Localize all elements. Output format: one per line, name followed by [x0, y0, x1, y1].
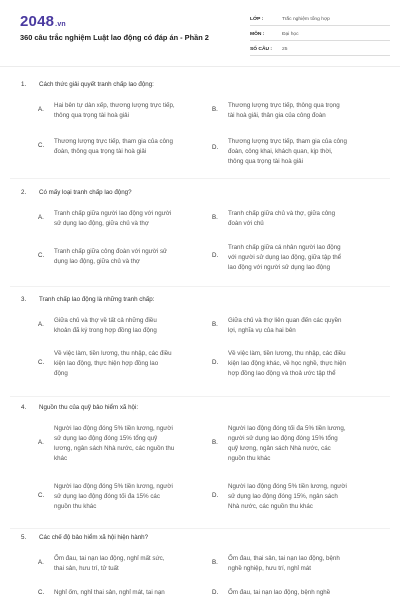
- option-text: Thương lượng trực tiếp, tham gia của công: [228, 138, 347, 145]
- question-separator: [10, 528, 390, 529]
- option-letter: B.: [212, 106, 218, 113]
- option-text: nguồn thu khác: [228, 455, 271, 462]
- header-divider: [0, 66, 400, 67]
- option-text: khác: [54, 455, 68, 462]
- logo-tld: .vn: [55, 21, 66, 28]
- option-text: Người lao động đóng 5% tiền lương, người: [228, 483, 347, 490]
- option-letter: D.: [212, 252, 219, 259]
- question-stem: [21, 296, 154, 303]
- option-letter: B.: [212, 321, 218, 328]
- option-text: dụng lao động, giữa chủ và thợ: [54, 258, 140, 265]
- question-stem: [21, 404, 138, 411]
- question-number: 4.: [21, 404, 27, 411]
- option-text: Giữa chủ và thợ liên quan đến các quyền: [228, 317, 342, 324]
- option-text: Hai bên tự dàn xếp, thương lượng trực tiếp,: [54, 102, 175, 109]
- option-text: sử dụng lao động đóng tối đa 15% các: [54, 493, 160, 500]
- option-letter: C.: [38, 589, 45, 596]
- option-text: Về việc làm, tiền lương, thu nhập, các điều: [54, 350, 172, 357]
- option-text: Người lao động đóng 5% tiền lương, người: [54, 425, 173, 432]
- option-text: với người sử dụng lao động, giữa tập thể: [228, 254, 342, 261]
- option-letter: A.: [38, 559, 44, 566]
- option-text: đoàn với chủ: [228, 220, 264, 227]
- question-stem: [21, 81, 154, 88]
- option-text: Người lao động đóng tối đa 5% tiền lương,: [228, 425, 346, 432]
- option-text: Tranh chấp giữa người lao động với người: [54, 210, 172, 217]
- option-letter: B.: [212, 439, 218, 446]
- option-text: sử dụng lao động, giữa chủ và thợ: [54, 220, 149, 227]
- option-text: Nghỉ ốm, nghỉ thai sản, nghỉ mát, tai nạn: [54, 589, 165, 596]
- option-letter: C.: [38, 492, 45, 499]
- option-text: thông qua trọng tài hoà giải: [54, 112, 129, 119]
- option-text: lao động với người sử dụng lao động: [228, 264, 331, 271]
- option-text: thông qua trọng tài hoà giải: [228, 158, 303, 165]
- option-text: đoàn, thông qua trọng tài hoà giải: [54, 148, 147, 155]
- meta-row-class: [250, 13, 390, 26]
- option-letter: D.: [212, 359, 219, 366]
- option-text: Ốm đau, tai nạn lao động, nghỉ mất sức,: [54, 555, 165, 562]
- option-letter: A.: [38, 439, 44, 446]
- meta-value: 25: [282, 46, 288, 52]
- meta-row-subject: [250, 28, 390, 41]
- option-letter: C.: [38, 142, 45, 149]
- question-text: Tranh chấp lao động là những tranh chấp:: [39, 296, 155, 303]
- question-text: Có mấy loại tranh chấp lao động?: [39, 189, 132, 196]
- option-letter: C.: [38, 359, 45, 366]
- logo-text: 2048: [20, 13, 55, 30]
- option-text: Nhà nước, các nguồn thu khác: [228, 503, 313, 510]
- option-text: thai sản, hưu trí, tử tuất: [54, 565, 119, 572]
- question-number: 5.: [21, 534, 27, 541]
- option-text: khoản đã ký trong hợp đồng lao động: [54, 327, 157, 334]
- meta-row-count: [250, 43, 390, 56]
- question-stem: [21, 189, 132, 196]
- meta-value: Đại học: [282, 31, 299, 37]
- option-letter: B.: [212, 559, 218, 566]
- option-letter: D.: [212, 492, 219, 499]
- option-text: đoàn, công khai, khách quan, kịp thời,: [228, 148, 333, 155]
- option-text: lợi, nghĩa vụ của hai bên: [228, 327, 296, 334]
- question-text: Các chế độ bảo hiểm xã hội hiện hành?: [39, 534, 149, 541]
- meta-key: SỐ CÂU :: [250, 46, 273, 52]
- option-text: hợp đồng lao động và thoả ước tập thể: [228, 370, 336, 377]
- option-letter: A.: [38, 106, 44, 113]
- option-letter: A.: [38, 321, 44, 328]
- option-text: nguồn thu khác: [54, 503, 97, 510]
- option-letter: C.: [38, 252, 45, 259]
- question-number: 1.: [21, 81, 27, 88]
- option-text: Về việc làm, tiền lương, thu nhập, các điều: [228, 350, 346, 357]
- option-text: kiện lao động khác, về học nghề, thực hiện: [228, 360, 347, 367]
- option-text: lương, ngân sách Nhà nước, các nguồn thu: [54, 445, 175, 452]
- document-title: 360 câu trắc nghiệm Luật lao động có đáp án - Phần 2: [20, 33, 209, 42]
- option-text: tài hoà giải, thân gia của công đoàn: [228, 112, 326, 119]
- question-stem: [21, 534, 148, 541]
- site-logo[interactable]: [20, 13, 66, 30]
- question-number: 2.: [21, 189, 27, 196]
- option-letter: B.: [212, 214, 218, 221]
- question-number: 3.: [21, 296, 27, 303]
- option-text: nghề nghiệp, hưu trí, nghỉ mát: [228, 565, 311, 572]
- option-text: Tranh chấp giữa chủ và thợ, giữa công: [228, 210, 336, 217]
- meta-key: MÔN :: [250, 31, 265, 37]
- page-header: [0, 0, 400, 66]
- question-separator: [10, 396, 390, 397]
- meta-table: [250, 13, 390, 58]
- meta-key: LỚP :: [250, 16, 264, 22]
- option-text: quỹ lương, ngân sách Nhà nước, các: [228, 445, 331, 452]
- option-letter: A.: [38, 214, 44, 221]
- option-text: Ốm đau, tai nạn lao động, bệnh nghề: [228, 589, 331, 596]
- question-separator: [10, 286, 390, 287]
- option-text: Thương lượng trực tiếp, tham gia của công: [54, 138, 173, 145]
- option-text: Ốm đau, thai sản, tai nạn lao động, bệnh: [228, 555, 340, 562]
- question-separator: [10, 178, 390, 179]
- option-text: Thương lượng trực tiếp, thông qua trọng: [228, 102, 340, 109]
- option-text: động: [54, 370, 68, 377]
- option-letter: D.: [212, 589, 219, 596]
- option-text: sử dụng lao động đóng 15% tổng quỹ: [54, 435, 158, 442]
- option-letter: D.: [212, 144, 219, 151]
- meta-value: Trắc nghiệm tổng hợp: [282, 16, 330, 22]
- question-text: Nguồn thu của quỹ bảo hiểm xã hội:: [39, 404, 139, 411]
- option-text: Tranh chấp giữa cá nhân người lao động: [228, 244, 341, 251]
- option-text: Giữa chủ và thợ về tất cả những điều: [54, 317, 157, 324]
- option-text: sử dụng lao động đóng 15%, ngân sách: [228, 493, 338, 500]
- option-text: kiện lao động, thực hiện hợp đồng lao: [54, 360, 159, 367]
- option-text: Người lao động đóng 5% tiền lương, người: [54, 483, 173, 490]
- option-text: người sử dụng lao động đóng 15% tổng: [228, 435, 338, 442]
- option-text: Tranh chấp giữa công đoàn với người sử: [54, 248, 168, 255]
- question-text: Cách thức giải quyết tranh chấp lao động:: [39, 81, 154, 88]
